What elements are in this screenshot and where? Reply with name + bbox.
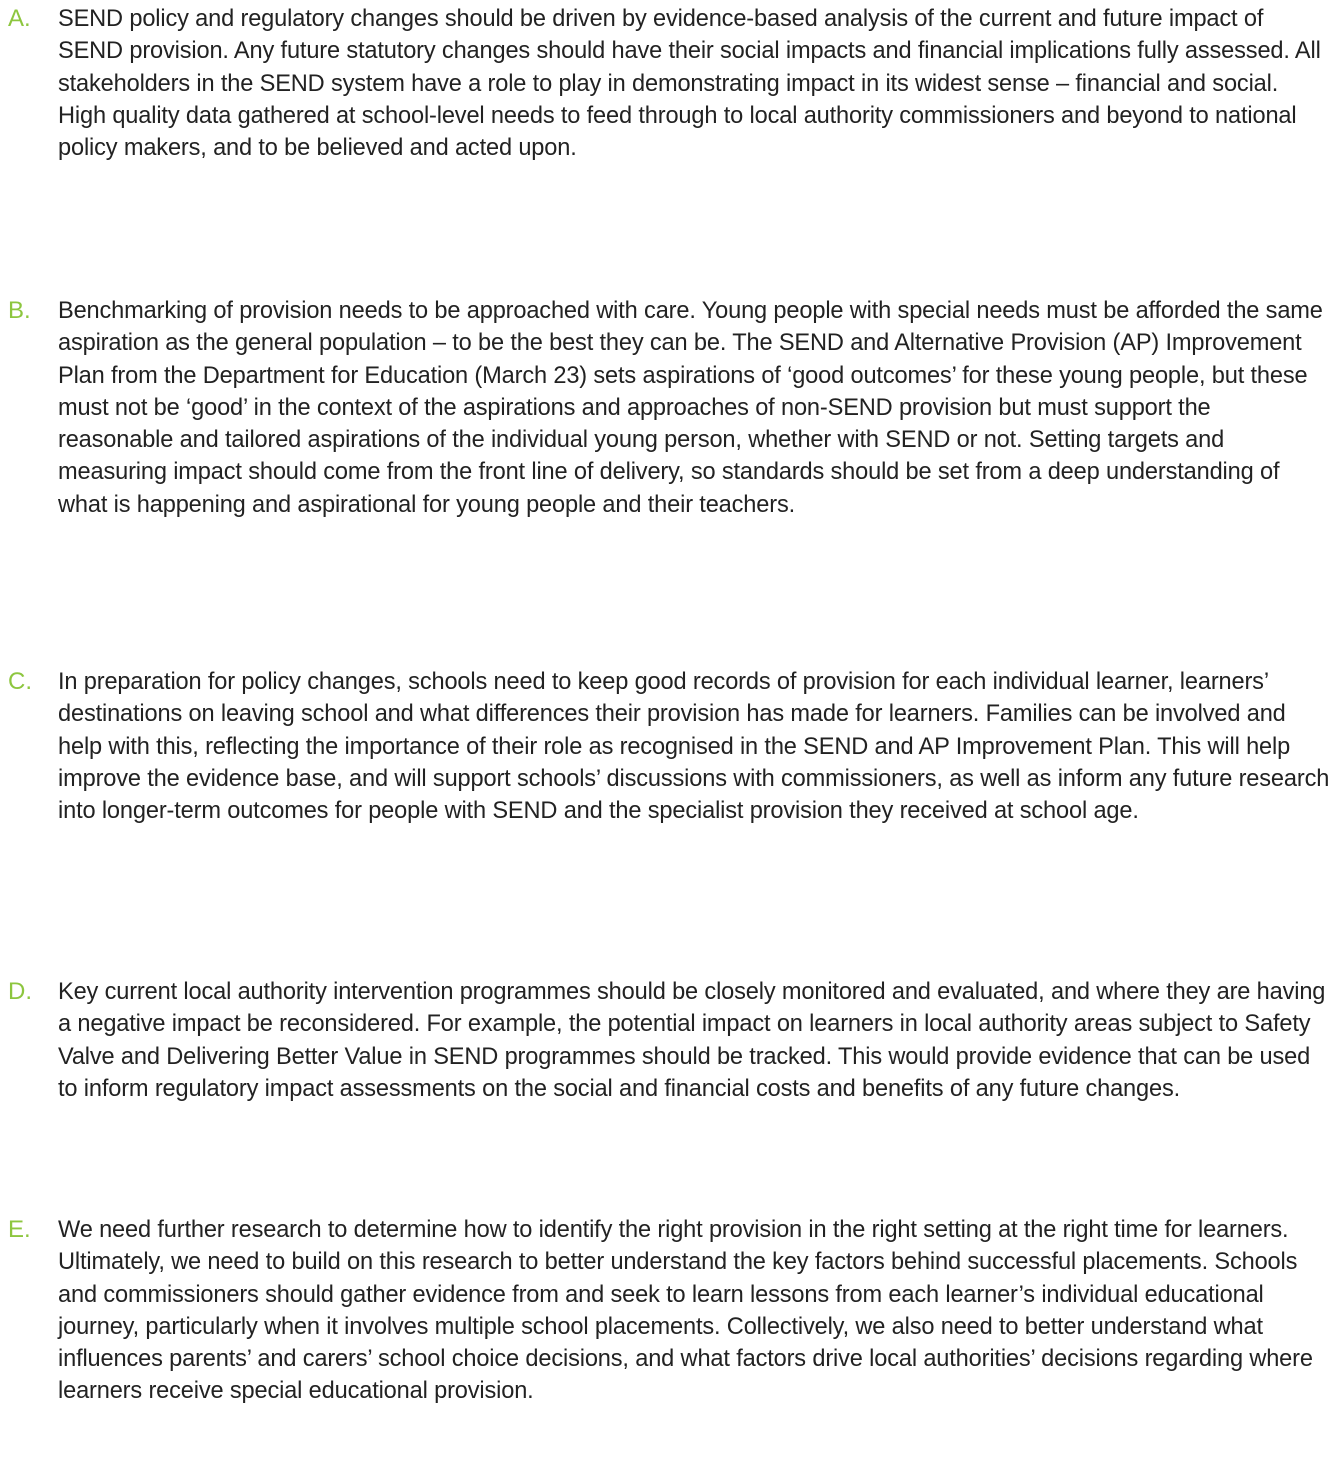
list-marker-b: B. xyxy=(8,297,31,324)
recommendation-b-text: Benchmarking of provision needs to be approached with care. Young people with special needs must be afforded the same aspiration as the general population – to be the best they can be. The SEND and Alternative Provision (AP) Improvement Plan from the Department for Education (March 23) sets aspirations of ‘good outcomes’ for these young people, but these must not be ‘good’ in the context of the aspirations and approaches of non-SEND provision but must support the reasonable and tailored aspirations of the individual young person, whether with SEND or not. Setting targets and measuring impact should come from the front line of delivery, so standards should be set from a deep understanding of what is happening and aspirational for young people and their teachers. xyxy=(58,298,1323,518)
list-marker-a: A. xyxy=(8,5,31,32)
recommendation-e xyxy=(8,1214,1330,1408)
list-marker-c: C. xyxy=(8,668,32,695)
list-marker-d: D. xyxy=(8,978,32,1005)
recommendation-e-text: We need further research to determine how to identify the right provision in the right setting at the right time for learners. Ultimately, we need to build on this research to better understand the key factors behind successful placements. Schools and commissioners should gather evidence from and seek to learn lessons from each learner’s individual educational journey, particularly when it involves multiple school placements. Collectively, we also need to better understand what influences parents’ and carers’ school choice decisions, and what factors drive local authorities’ decisions regarding where learners receive special educational provision. xyxy=(58,1217,1313,1405)
list-marker-e: E. xyxy=(8,1216,31,1243)
recommendation-a-text: SEND policy and regulatory changes should be driven by evidence-based analysis of the current and future impact of SEND provision. Any future statutory changes should have their social impacts and financial implications fully assessed. All stakeholders in the SEND system have a role to play in demonstrating impact in its widest sense – financial and social. High quality data gathered at school-level needs to feed through to local authority commissioners and beyond to national policy makers, and to be believed and acted upon. xyxy=(58,6,1321,162)
recommendation-c-text: In preparation for policy changes, schools need to keep good records of provision for each individual learner, learners’ destinations on leaving school and what differences their provision has made for learners. Families can be involved and help with this, reflecting the importance of their role as recognised in the SEND and AP Improvement Plan. This will help improve the evidence base, and will support schools’ discussions with commissioners, as well as inform any future research into longer-term outcomes for people with SEND and the specialist provision they received at school age. xyxy=(58,669,1330,825)
recommendation-d xyxy=(8,976,1330,1105)
recommendation-b xyxy=(8,295,1330,521)
recommendation-c xyxy=(8,666,1330,827)
recommendation-a xyxy=(8,3,1330,164)
recommendation-d-text: Key current local authority intervention programmes should be closely monitored and evaluated, and where they are having a negative impact be reconsidered. For example, the potential impact on learners in local authority areas subject to Safety Valve and Delivering Better Value in SEND programmes should be tracked. This would provide evidence that can be used to inform regulatory impact assessments on the social and financial costs and benefits of any future changes. xyxy=(58,979,1326,1102)
